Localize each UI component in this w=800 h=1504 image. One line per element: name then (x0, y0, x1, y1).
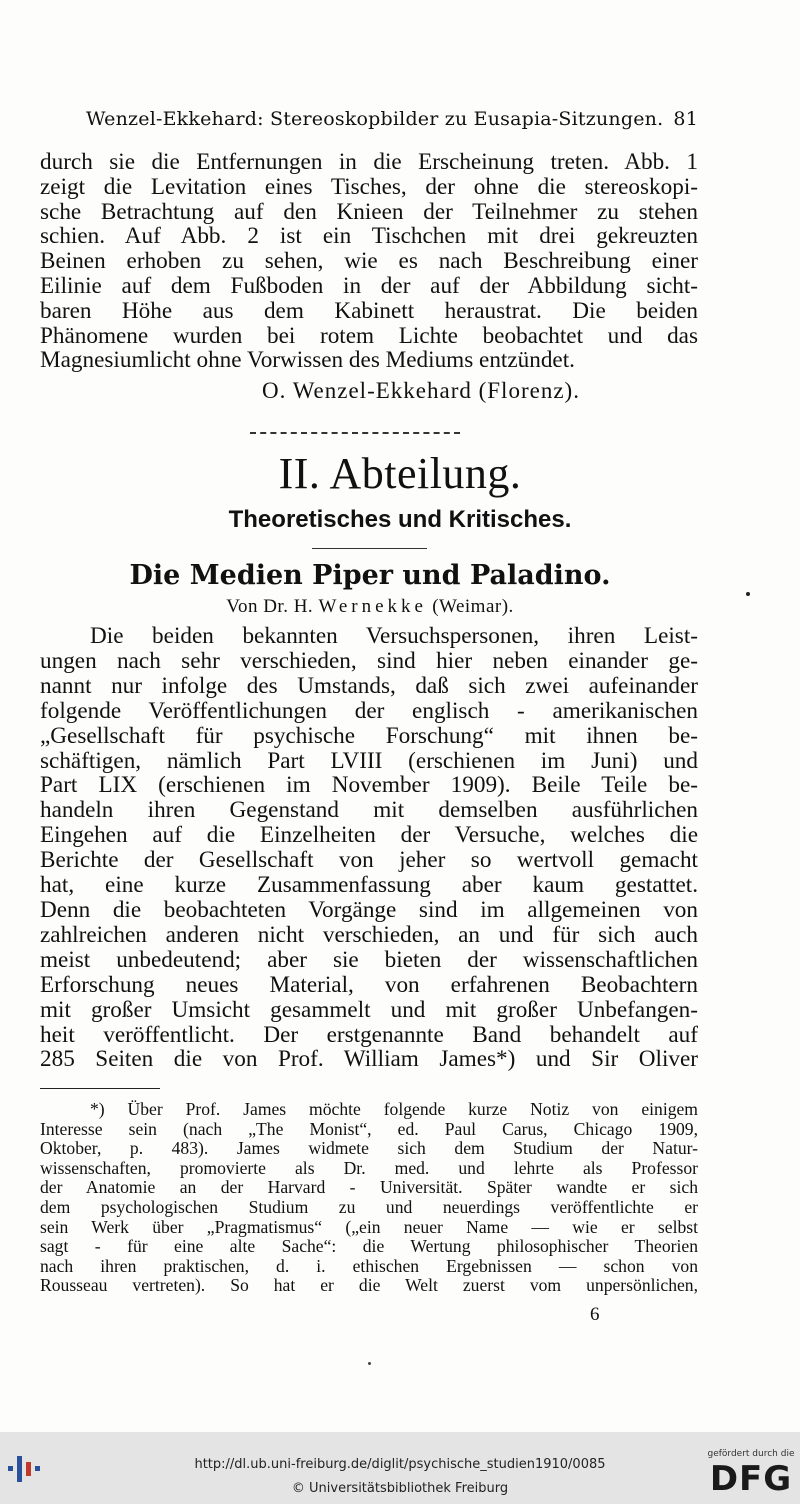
article-line: „Gesellschaft für psychische Forschung“ mit ihnen be- (40, 722, 698, 749)
page-number: 81 (673, 108, 698, 130)
byline-author: Wernekke (318, 596, 427, 617)
separator-rule (312, 548, 427, 549)
article-line: schäftigen, nämlich Part LVIII (erschienen im Juni) und (40, 747, 698, 774)
article-line: Denn die beobachteten Vorgänge sind im allgemeinen von (40, 896, 698, 923)
article-line: Erforschung neues Material, von erfahrenen Beobachtern (40, 971, 698, 998)
footnote-line: Rousseau vertreten). So hat er die Welt zuerst vom unpersönlichen, (40, 1275, 698, 1296)
section-title: II. Abteilung. (278, 449, 522, 498)
article-line: mit großer Umsicht gesammelt und mit großer Unbefangen- (40, 996, 698, 1023)
article-line: hat, eine kurze Zusammenfassung aber kaum gestattet. (40, 872, 698, 899)
text-line: Magnesiumlicht ohne Vorwissen des Mediums entzündet. (40, 347, 575, 374)
article-line: nannt nur infolge des Umstands, daß sich zwei aufeinander (40, 672, 698, 699)
footnote-line: der Anatomie an der Harvard - Universität. Später wandte er sich (40, 1177, 698, 1198)
footnote-line: nach ihren praktischen, d. i. ethischen Ergebnissen — schon von (40, 1255, 698, 1276)
article-title: Die Medien Piper und Paladino. (129, 560, 611, 591)
footnote-line: dem psychologischen Studium zu und neuerdings veröffentlichte er (40, 1196, 698, 1217)
article-line: Part LIX (erschienen im November 1909). Beile Teile be- (40, 772, 698, 799)
byline-prefix: Von Dr. H. (226, 596, 314, 617)
article-byline (0, 596, 740, 618)
article-line: ungen nach sehr verschieden, sind hier neben einander ge- (40, 647, 698, 674)
text-line: sche Betrachtung auf den Knieen der Teilnehmer zu stehen (40, 198, 698, 225)
running-title: Wenzel-Ekkehard: Stereoskopbilder zu Eusapia-Sitzungen. (86, 108, 664, 130)
dfg-logo[interactable]: DFG (709, 1459, 793, 1499)
dfg-caption: gefördert durch die (707, 1449, 795, 1459)
text-line: Phänomene wurden bei rotem Lichte beobachtet und das (40, 322, 698, 349)
text-line: baren Höhe aus dem Kabinett heraustrat. Die beiden (40, 297, 698, 324)
signature-mark: 6 (590, 1304, 600, 1325)
text-line: Beinen erhoben zu sehen, wie es nach Beschreibung einer (40, 248, 698, 275)
article-line: zahlreichen anderen nicht verschieden, an und für sich auch (40, 921, 698, 948)
copyright-notice: © Universitätsbibliothek Freiburg (291, 1481, 509, 1496)
footnote-line: wissenschaften, promovierte als Dr. med. und lehrte als Professor (40, 1157, 698, 1178)
text-line: zeigt die Levitation eines Tisches, der ohne die stereoskopi- (40, 173, 698, 200)
footnote-rule (40, 1088, 160, 1089)
article-line: meist unbedeutend; aber sie bieten der wissenschaftlichen (40, 946, 698, 973)
text-line: durch sie die Entfernungen in die Erscheinung treten. Abb. 1 (40, 149, 698, 175)
permalink-url[interactable]: http://dl.ub.uni-freiburg.de/diglit/psychische_studien1910/0085 (194, 1457, 606, 1472)
running-header (86, 108, 698, 130)
article-line: handeln ihren Gegenstand mit demselben ausführlichen (40, 797, 698, 824)
footnote-line: Interesse sein (nach „The Monist“, ed. Paul Carus, Chicago 1909, (40, 1118, 698, 1139)
footnote-line: sein Werk über „Pragmatismus“ („ein neuer Name — wie er selbst (40, 1216, 698, 1237)
intro-paragraph (40, 150, 698, 373)
separator-dashes (250, 432, 460, 434)
article-line: heit veröffentlicht. Der erstgenannte Band behandelt auf (40, 1021, 698, 1048)
margin-speck (746, 592, 750, 596)
footnote-line: *) Über Prof. James möchte folgende kurze Notiz von einigem (90, 1099, 698, 1119)
article-line: 285 Seiten die von Prof. William James*) und Sir Oliver (40, 1046, 698, 1073)
section-subtitle: Theoretisches und Kritisches. (228, 506, 572, 533)
article-line: Die beiden bekannten Versuchspersonen, ihren Leist- (90, 623, 698, 649)
text-line: Eilinie auf dem Fußboden in der auf der Abbildung sicht- (40, 272, 698, 299)
article-body (40, 624, 698, 1072)
article-line: folgende Veröffentlichungen der englisch - amerikanischen (40, 697, 698, 724)
text-line: schien. Auf Abb. 2 ist ein Tischchen mit drei gekreuzten (40, 223, 698, 250)
footnote-line: Oktober, p. 483). James widmete sich dem Studium der Natur- (40, 1138, 698, 1159)
footnote-line: sagt - für eine alte Sache“: die Wertung philosophischer Theorien (40, 1236, 698, 1257)
intro-signature: O. Wenzel-Ekkehard (Florenz). (262, 378, 580, 403)
footnote (40, 1100, 698, 1296)
article-line: Eingehen auf die Einzelheiten der Versuche, welches die (40, 822, 698, 849)
page-speck (368, 1362, 371, 1365)
byline-place: (Weimar). (432, 596, 514, 617)
article-line: Berichte der Gesellschaft von jeher so wertvoll gemacht (40, 847, 698, 874)
